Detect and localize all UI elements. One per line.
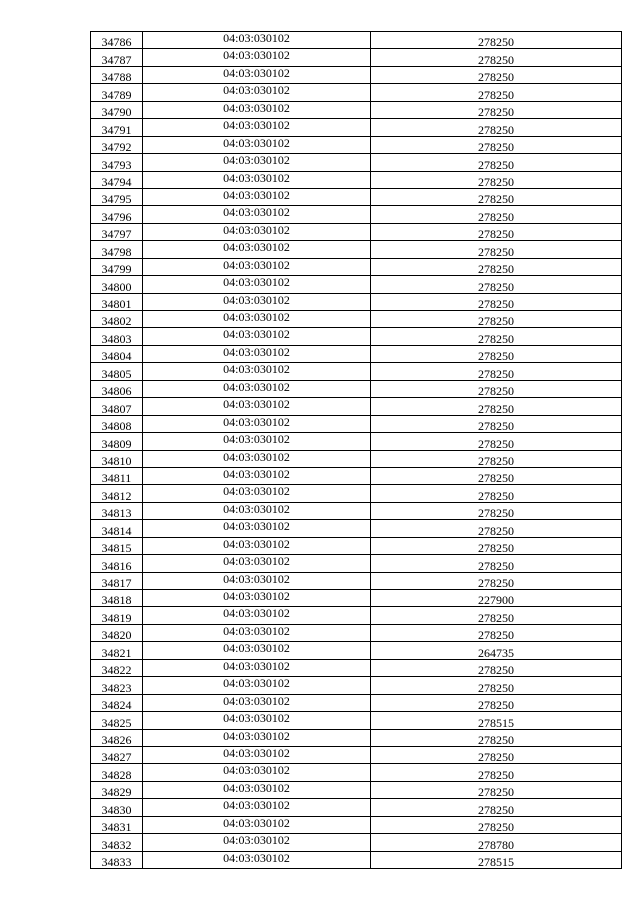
code-cell: 04:03:030102 <box>143 520 371 537</box>
table-row <box>91 834 622 851</box>
table-row <box>91 223 622 240</box>
row-number-cell: 34816 <box>91 555 143 572</box>
table-row <box>91 555 622 572</box>
amount-cell: 278250 <box>371 746 622 763</box>
amount-cell: 278250 <box>371 276 622 293</box>
table-row <box>91 659 622 676</box>
table-row <box>91 642 622 659</box>
table-row <box>91 154 622 171</box>
code-cell: 04:03:030102 <box>143 119 371 136</box>
amount-cell: 278250 <box>371 729 622 746</box>
amount-cell: 278250 <box>371 223 622 240</box>
code-cell: 04:03:030102 <box>143 258 371 275</box>
amount-cell: 278250 <box>371 188 622 205</box>
row-number-cell: 34810 <box>91 450 143 467</box>
row-number-cell: 34801 <box>91 293 143 310</box>
row-number-cell: 34808 <box>91 415 143 432</box>
code-cell: 04:03:030102 <box>143 590 371 607</box>
amount-cell: 278250 <box>371 380 622 397</box>
amount-cell: 278250 <box>371 258 622 275</box>
row-number-cell: 34802 <box>91 311 143 328</box>
row-number-cell: 34815 <box>91 537 143 554</box>
amount-cell: 278250 <box>371 607 622 624</box>
amount-cell: 278250 <box>371 764 622 781</box>
amount-cell: 278250 <box>371 502 622 519</box>
row-number-cell: 34799 <box>91 258 143 275</box>
table-row <box>91 624 622 641</box>
table-row <box>91 171 622 188</box>
row-number-cell: 34812 <box>91 485 143 502</box>
amount-cell: 278250 <box>371 363 622 380</box>
table-row <box>91 363 622 380</box>
amount-cell: 278250 <box>371 659 622 676</box>
code-cell: 04:03:030102 <box>143 694 371 711</box>
amount-cell: 278250 <box>371 520 622 537</box>
table-row <box>91 293 622 310</box>
table-row <box>91 345 622 362</box>
amount-cell: 278250 <box>371 537 622 554</box>
row-number-cell: 34830 <box>91 799 143 816</box>
row-number-cell: 34806 <box>91 380 143 397</box>
row-number-cell: 34788 <box>91 66 143 83</box>
amount-cell: 278250 <box>371 311 622 328</box>
code-cell: 04:03:030102 <box>143 32 371 49</box>
table-row <box>91 241 622 258</box>
code-cell: 04:03:030102 <box>143 206 371 223</box>
code-cell: 04:03:030102 <box>143 485 371 502</box>
code-cell: 04:03:030102 <box>143 659 371 676</box>
amount-cell: 278250 <box>371 136 622 153</box>
code-cell: 04:03:030102 <box>143 851 371 868</box>
amount-cell: 227900 <box>371 590 622 607</box>
code-cell: 04:03:030102 <box>143 555 371 572</box>
amount-cell: 278250 <box>371 450 622 467</box>
code-cell: 04:03:030102 <box>143 154 371 171</box>
code-cell: 04:03:030102 <box>143 537 371 554</box>
code-cell: 04:03:030102 <box>143 345 371 362</box>
amount-cell: 278250 <box>371 32 622 49</box>
code-cell: 04:03:030102 <box>143 764 371 781</box>
code-cell: 04:03:030102 <box>143 502 371 519</box>
code-cell: 04:03:030102 <box>143 363 371 380</box>
row-number-cell: 34798 <box>91 241 143 258</box>
row-number-cell: 34828 <box>91 764 143 781</box>
amount-cell: 278515 <box>371 851 622 868</box>
code-cell: 04:03:030102 <box>143 729 371 746</box>
row-number-cell: 34820 <box>91 624 143 641</box>
table-row <box>91 677 622 694</box>
table-row <box>91 66 622 83</box>
row-number-cell: 34819 <box>91 607 143 624</box>
code-cell: 04:03:030102 <box>143 380 371 397</box>
code-cell: 04:03:030102 <box>143 49 371 66</box>
table-row <box>91 398 622 415</box>
table-row <box>91 520 622 537</box>
table-row <box>91 816 622 833</box>
code-cell: 04:03:030102 <box>143 188 371 205</box>
row-number-cell: 34823 <box>91 677 143 694</box>
amount-cell: 278250 <box>371 119 622 136</box>
code-cell: 04:03:030102 <box>143 398 371 415</box>
table-row <box>91 764 622 781</box>
amount-cell: 278250 <box>371 572 622 589</box>
amount-cell: 278250 <box>371 84 622 101</box>
row-number-cell: 34814 <box>91 520 143 537</box>
code-cell: 04:03:030102 <box>143 415 371 432</box>
row-number-cell: 34803 <box>91 328 143 345</box>
data-table <box>90 31 622 869</box>
code-cell: 04:03:030102 <box>143 607 371 624</box>
table-row <box>91 415 622 432</box>
row-number-cell: 34795 <box>91 188 143 205</box>
code-cell: 04:03:030102 <box>143 136 371 153</box>
table-row <box>91 136 622 153</box>
code-cell: 04:03:030102 <box>143 467 371 484</box>
table-row <box>91 119 622 136</box>
table-row <box>91 607 622 624</box>
code-cell: 04:03:030102 <box>143 624 371 641</box>
amount-cell: 278250 <box>371 799 622 816</box>
amount-cell: 278250 <box>371 677 622 694</box>
amount-cell: 278780 <box>371 834 622 851</box>
code-cell: 04:03:030102 <box>143 712 371 729</box>
table-row <box>91 188 622 205</box>
code-cell: 04:03:030102 <box>143 84 371 101</box>
row-number-cell: 34789 <box>91 84 143 101</box>
amount-cell: 278250 <box>371 398 622 415</box>
code-cell: 04:03:030102 <box>143 746 371 763</box>
row-number-cell: 34825 <box>91 712 143 729</box>
row-number-cell: 34824 <box>91 694 143 711</box>
code-cell: 04:03:030102 <box>143 450 371 467</box>
table-row <box>91 799 622 816</box>
code-cell: 04:03:030102 <box>143 276 371 293</box>
row-number-cell: 34817 <box>91 572 143 589</box>
row-number-cell: 34827 <box>91 746 143 763</box>
table-row <box>91 311 622 328</box>
row-number-cell: 34831 <box>91 816 143 833</box>
table-row <box>91 537 622 554</box>
amount-cell: 278250 <box>371 415 622 432</box>
amount-cell: 278250 <box>371 154 622 171</box>
row-number-cell: 34794 <box>91 171 143 188</box>
code-cell: 04:03:030102 <box>143 101 371 118</box>
code-cell: 04:03:030102 <box>143 223 371 240</box>
amount-cell: 278250 <box>371 694 622 711</box>
row-number-cell: 34809 <box>91 433 143 450</box>
row-number-cell: 34833 <box>91 851 143 868</box>
table-row <box>91 433 622 450</box>
code-cell: 04:03:030102 <box>143 171 371 188</box>
code-cell: 04:03:030102 <box>143 799 371 816</box>
amount-cell: 278515 <box>371 712 622 729</box>
table-row <box>91 694 622 711</box>
table-row <box>91 49 622 66</box>
row-number-cell: 34822 <box>91 659 143 676</box>
table-row <box>91 572 622 589</box>
code-cell: 04:03:030102 <box>143 816 371 833</box>
row-number-cell: 34818 <box>91 590 143 607</box>
table-row <box>91 781 622 798</box>
table-row <box>91 32 622 49</box>
amount-cell: 278250 <box>371 241 622 258</box>
amount-cell: 278250 <box>371 345 622 362</box>
table-row <box>91 467 622 484</box>
code-cell: 04:03:030102 <box>143 66 371 83</box>
row-number-cell: 34813 <box>91 502 143 519</box>
amount-cell: 278250 <box>371 66 622 83</box>
table-row <box>91 450 622 467</box>
row-number-cell: 34791 <box>91 119 143 136</box>
row-number-cell: 34786 <box>91 32 143 49</box>
table-row <box>91 590 622 607</box>
row-number-cell: 34793 <box>91 154 143 171</box>
amount-cell: 278250 <box>371 293 622 310</box>
amount-cell: 278250 <box>371 624 622 641</box>
table-row <box>91 206 622 223</box>
row-number-cell: 34807 <box>91 398 143 415</box>
row-number-cell: 34787 <box>91 49 143 66</box>
amount-cell: 278250 <box>371 49 622 66</box>
code-cell: 04:03:030102 <box>143 433 371 450</box>
table-row <box>91 328 622 345</box>
row-number-cell: 34792 <box>91 136 143 153</box>
table-row <box>91 485 622 502</box>
row-number-cell: 34797 <box>91 223 143 240</box>
code-cell: 04:03:030102 <box>143 328 371 345</box>
table-row <box>91 729 622 746</box>
row-number-cell: 34829 <box>91 781 143 798</box>
code-cell: 04:03:030102 <box>143 781 371 798</box>
amount-cell: 278250 <box>371 171 622 188</box>
table-row <box>91 276 622 293</box>
row-number-cell: 34821 <box>91 642 143 659</box>
table-row <box>91 712 622 729</box>
code-cell: 04:03:030102 <box>143 834 371 851</box>
row-number-cell: 34805 <box>91 363 143 380</box>
amount-cell: 278250 <box>371 433 622 450</box>
amount-cell: 278250 <box>371 555 622 572</box>
table-row <box>91 258 622 275</box>
code-cell: 04:03:030102 <box>143 642 371 659</box>
row-number-cell: 34804 <box>91 345 143 362</box>
row-number-cell: 34826 <box>91 729 143 746</box>
row-number-cell: 34790 <box>91 101 143 118</box>
amount-cell: 278250 <box>371 206 622 223</box>
code-cell: 04:03:030102 <box>143 293 371 310</box>
amount-cell: 278250 <box>371 781 622 798</box>
amount-cell: 278250 <box>371 485 622 502</box>
amount-cell: 264735 <box>371 642 622 659</box>
row-number-cell: 34832 <box>91 834 143 851</box>
table-row <box>91 746 622 763</box>
amount-cell: 278250 <box>371 101 622 118</box>
table-row <box>91 502 622 519</box>
amount-cell: 278250 <box>371 467 622 484</box>
code-cell: 04:03:030102 <box>143 572 371 589</box>
row-number-cell: 34811 <box>91 467 143 484</box>
table-body <box>91 32 622 869</box>
row-number-cell: 34800 <box>91 276 143 293</box>
table-row <box>91 380 622 397</box>
amount-cell: 278250 <box>371 816 622 833</box>
table-row <box>91 84 622 101</box>
code-cell: 04:03:030102 <box>143 677 371 694</box>
code-cell: 04:03:030102 <box>143 241 371 258</box>
row-number-cell: 34796 <box>91 206 143 223</box>
amount-cell: 278250 <box>371 328 622 345</box>
table-row <box>91 851 622 868</box>
code-cell: 04:03:030102 <box>143 311 371 328</box>
table-row <box>91 101 622 118</box>
